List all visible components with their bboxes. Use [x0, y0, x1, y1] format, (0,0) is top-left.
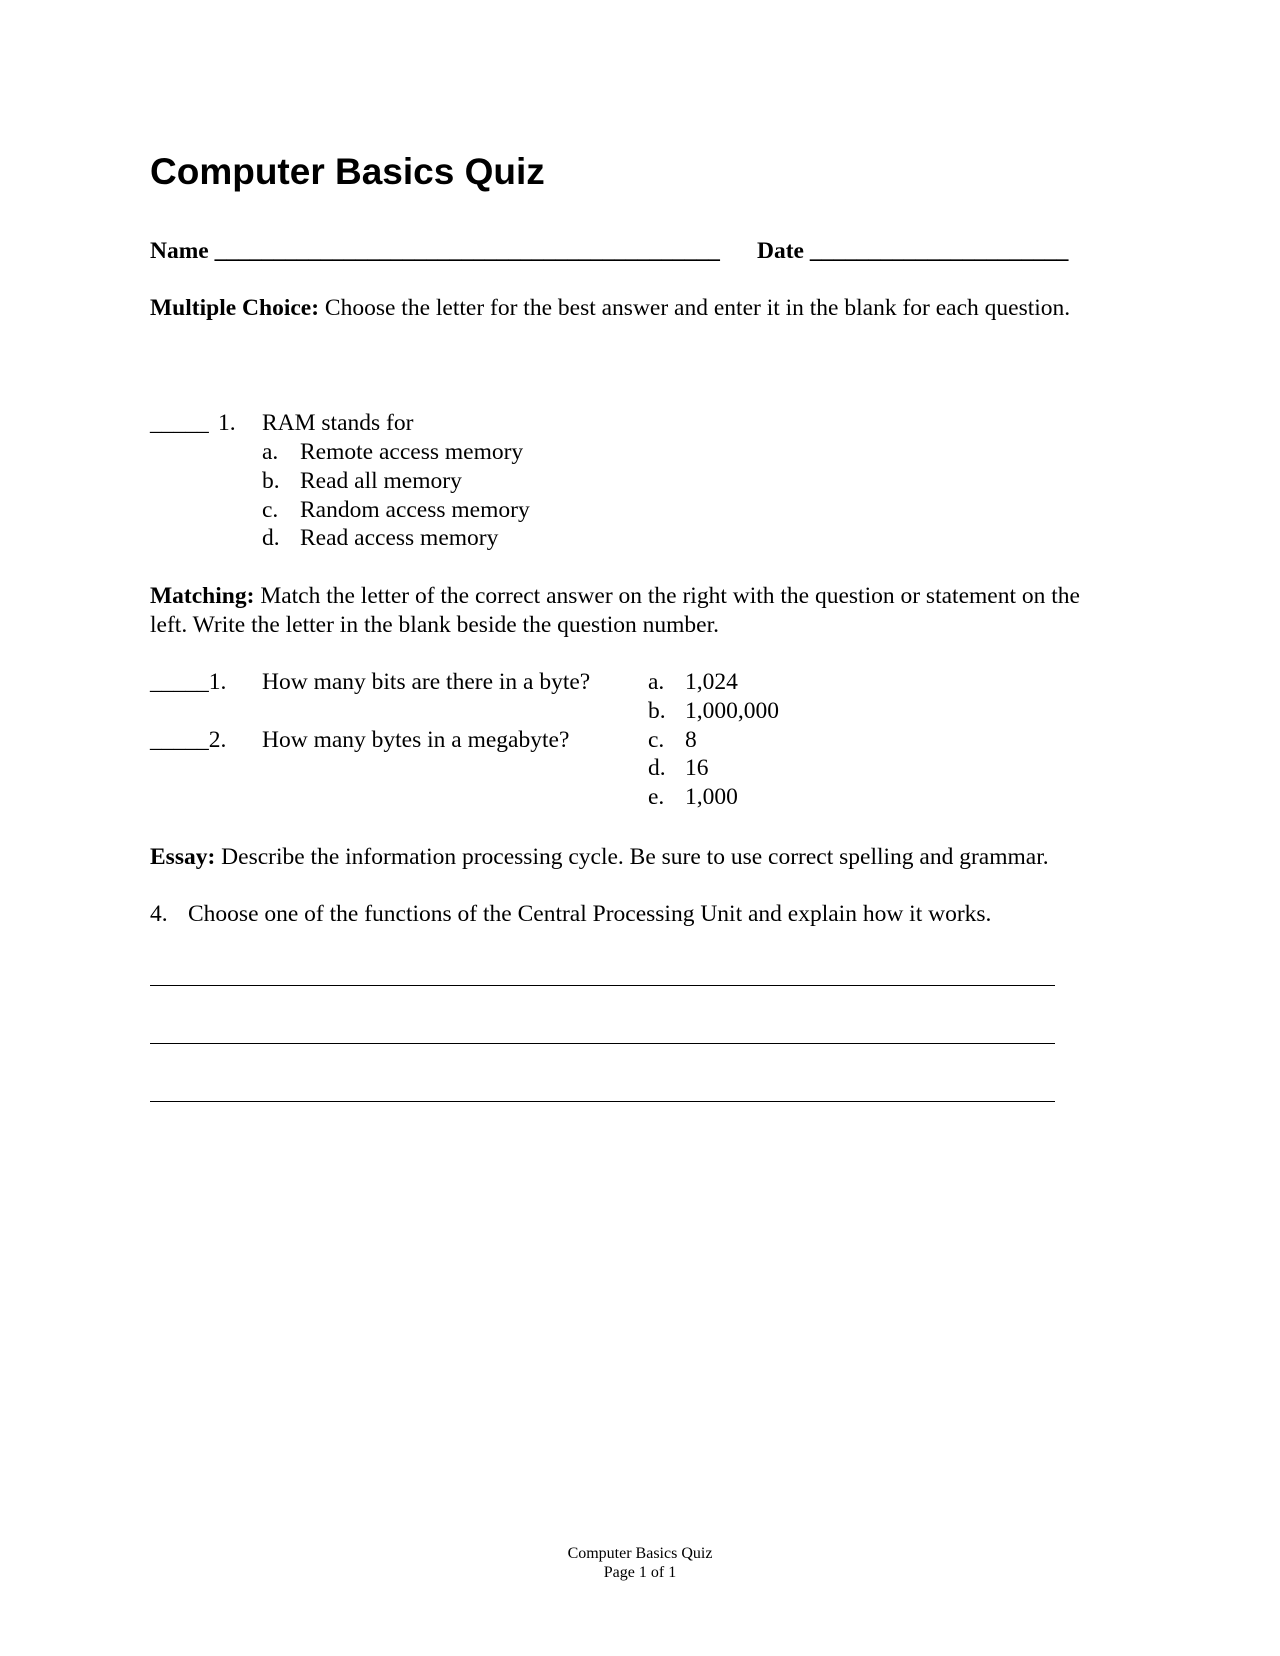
mc-option-text: Read access memory: [300, 525, 499, 551]
matching-answer-letter: c.: [648, 727, 665, 753]
matching-question-1-label: _____1.: [150, 669, 227, 695]
name-field-label: Name ___________________________________________: [150, 238, 720, 264]
multiple-choice-heading: Multiple Choice:: [150, 295, 320, 321]
matching-answer-letter: e.: [648, 784, 665, 810]
essay-instructions: [150, 843, 1150, 872]
mc-question-1-number: 1.: [218, 410, 236, 436]
essay-instructions-text: Describe the information processing cycle. Be sure to use correct spelling and grammar.: [215, 844, 1049, 870]
matching-question-2-text: How many bytes in a megabyte?: [262, 727, 570, 753]
matching-answer-text: 1,000: [685, 784, 738, 810]
matching-answer-text: 1,000,000: [685, 698, 779, 724]
matching-answer-letter: d.: [648, 755, 666, 781]
mc-option-letter: c.: [262, 497, 279, 523]
matching-question-1-text: How many bits are there in a byte?: [262, 669, 591, 695]
page-title: Computer Basics Quiz: [150, 151, 545, 192]
matching-answer-letter: b.: [648, 698, 666, 724]
mc-question-1-blank: _____: [150, 410, 209, 436]
mc-option-letter: d.: [262, 525, 280, 551]
mc-option-text: Read all memory: [300, 468, 462, 494]
mc-option-letter: b.: [262, 468, 280, 494]
essay-question-number: 4.: [150, 901, 168, 927]
essay-heading: Essay:: [150, 844, 216, 870]
matching-question-2-label: _____2.: [150, 727, 227, 753]
multiple-choice-instructions-text: Choose the letter for the best answer and enter it in the blank for each question.: [319, 295, 1071, 321]
essay-answer-line: [150, 1101, 1055, 1102]
essay-answer-line: [150, 985, 1055, 986]
footer-page-number: Page 1 of 1: [603, 1564, 677, 1581]
multiple-choice-instructions: [150, 294, 1080, 323]
mc-option-letter: a.: [262, 439, 279, 465]
mc-question-1-text: RAM stands for: [262, 410, 414, 436]
footer-title: Computer Basics Quiz: [567, 1545, 713, 1562]
matching-answer-text: 1,024: [685, 669, 738, 695]
essay-answer-line: [150, 1043, 1055, 1044]
essay-question-text: Choose one of the functions of the Central Processing Unit and explain how it works.: [188, 901, 992, 927]
matching-instructions: [150, 582, 1120, 640]
mc-option-text: Random access memory: [300, 497, 530, 523]
matching-answer-letter: a.: [648, 669, 665, 695]
matching-heading: Matching:: [150, 583, 255, 609]
matching-answer-text: 8: [685, 727, 697, 753]
matching-instructions-text: Match the letter of the correct answer on the right with the question or statement on the left. Write the letter in the blank beside the question number.: [150, 583, 1080, 638]
date-field-label: Date ______________________: [757, 238, 1069, 264]
mc-option-text: Remote access memory: [300, 439, 524, 465]
matching-answer-text: 16: [685, 755, 709, 781]
